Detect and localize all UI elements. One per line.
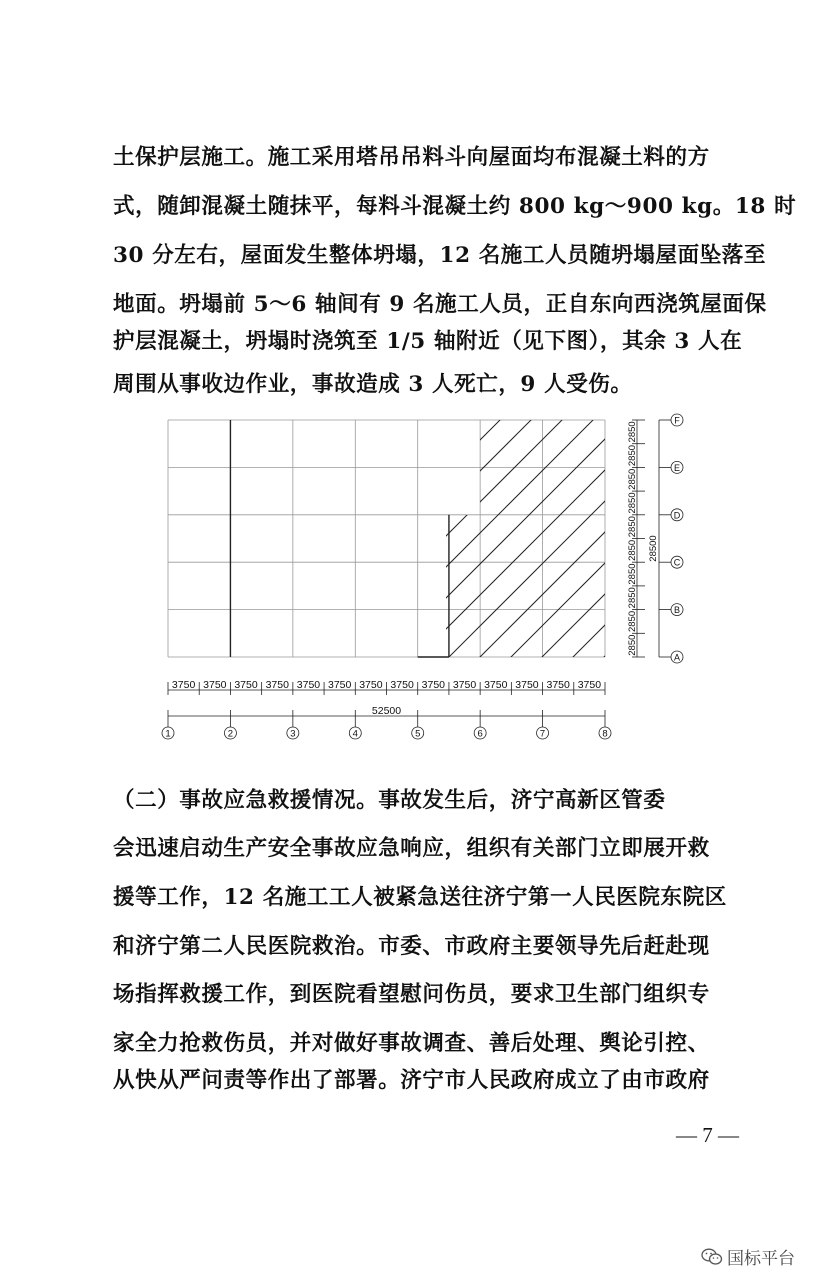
total-width-label: 52500 — [371, 705, 402, 717]
hatch-line — [594, 408, 690, 667]
hatch-line — [656, 408, 690, 667]
hatch-line — [253, 408, 513, 667]
text-line: 场指挥救援工作，到医院看望慰问伤员，要求卫生部门组织专 — [113, 982, 710, 1007]
bay-dimension-label: 3750 — [296, 679, 321, 691]
text-line: 地面。坍塌前 5～6 轴间有 9 名施工人员，正自东向西浇筑屋面保 — [113, 292, 767, 317]
hatch-line — [150, 408, 265, 667]
text-line: 周围从事收边作业，事故造成 3 人死亡，9 人受伤。 — [113, 372, 633, 397]
hatch-line — [315, 408, 575, 667]
bay-dimension-label: 3750 — [203, 679, 227, 691]
bay-dimension-label: 3750 — [234, 679, 258, 691]
text-line: 从快从严问责等作出了部署。济宁市人民政府成立了由市政府 — [113, 1068, 710, 1093]
hatch-line — [150, 408, 358, 667]
axis-letter-label: D — [673, 510, 681, 521]
hatch-line — [532, 408, 690, 667]
axis-letter-label: E — [673, 462, 681, 473]
bay-dimension-label: 3750 — [577, 679, 602, 691]
text-line: 护层混凝土，坍塌时浇筑至 1/5 轴附近（见下图），其余 3 人在 — [113, 329, 743, 354]
text-line: 式，随卸混凝土随抹平，每料斗混凝土约 800 kg～900 kg。18 时 — [113, 194, 797, 219]
hatch-line — [150, 408, 234, 667]
row-dimension-label: 2850 — [627, 492, 638, 514]
row-dimension-label: 2850 — [627, 539, 638, 561]
hatch-line — [594, 408, 690, 667]
hatch-line — [284, 408, 544, 667]
hatch-line — [150, 408, 389, 667]
hatch-line — [222, 408, 482, 667]
axis-letter-label: C — [673, 557, 681, 568]
hatch-line — [687, 408, 690, 667]
hatch-line — [160, 408, 420, 667]
axis-number-label: 7 — [539, 728, 546, 740]
total-height-label: 28500 — [648, 535, 659, 562]
axis-number-label: 5 — [415, 728, 421, 740]
bay-dimension-label: 3750 — [327, 679, 352, 691]
row-dimension-label: 2850 — [627, 468, 638, 490]
row-dimension-label: 2850 — [627, 634, 638, 656]
hatch-line — [150, 408, 327, 667]
bottom-dimension-chain — [162, 679, 611, 740]
axis-number-label: 1 — [165, 728, 171, 740]
right-dimension-chain — [627, 414, 683, 663]
row-dimension-label: 2850 — [627, 563, 638, 585]
axis-letter-label: F — [674, 415, 680, 426]
bay-dimension-label: 3750 — [359, 679, 383, 691]
hatch-line — [656, 408, 690, 667]
plan-grid — [168, 420, 605, 657]
hatch-line — [315, 408, 575, 667]
text-line: （二）事故应急救援情况。事故发生后，济宁高新区管委 — [113, 788, 666, 813]
axis-letter-label: A — [673, 652, 681, 663]
hatch-line — [150, 408, 203, 667]
axis-number-label: 3 — [290, 728, 296, 740]
bay-dimension-label: 3750 — [171, 679, 196, 691]
bay-dimension-label: 3750 — [546, 679, 570, 691]
bay-dimension-label: 3750 — [265, 679, 289, 691]
watermark-text: 国标平台 — [727, 1249, 795, 1269]
hatch-line — [501, 408, 690, 667]
text-line: 30 分左右，屋面发生整体坍塌，12 名施工人员随坍塌屋面坠落至 — [113, 243, 767, 268]
hatch-line — [150, 408, 234, 667]
hatch-line — [346, 408, 606, 667]
bay-dimension-label: 3750 — [390, 679, 414, 691]
text-line: 土保护层施工。施工采用塔吊吊料斗向屋面均布混凝土料的方 — [113, 145, 710, 170]
hatch-line — [687, 408, 690, 667]
hatch-line — [150, 408, 296, 667]
bay-dimension-label: 3750 — [452, 679, 477, 691]
axis-letter-label: B — [673, 605, 681, 616]
hatch-line — [150, 408, 172, 667]
axis-number-label: 6 — [477, 728, 483, 740]
hatch-line — [253, 408, 513, 667]
row-dimension-label: 2850 — [627, 587, 638, 609]
bay-dimension-label: 3750 — [515, 679, 539, 691]
text-line: 和济宁第二人民医院救治。市委、市政府主要领导先后赶赴现 — [113, 934, 710, 959]
hatch-line — [284, 408, 544, 667]
hatch-line — [150, 408, 172, 667]
hatch-line — [222, 408, 482, 667]
hatch-line — [150, 408, 358, 667]
structural-plan-drawing — [150, 408, 690, 743]
axis-number-label: 2 — [227, 728, 234, 740]
text-line: 家全力抢救伤员，并对做好事故调查、善后处理、舆论引控、 — [113, 1031, 710, 1056]
watermark — [701, 1244, 795, 1269]
page-number: — 7 — — [676, 1123, 739, 1147]
hatch-line — [150, 408, 327, 667]
row-dimension-label: 2850 — [627, 444, 638, 467]
text-line: 援等工作，12 名施工工人被紧急送往济宁第一人民医院东院区 — [113, 885, 727, 910]
row-dimension-label: 2850 — [627, 610, 638, 633]
bay-dimension-label: 3750 — [484, 679, 508, 691]
hatch-line — [160, 408, 420, 667]
hatch-line — [150, 408, 203, 667]
bay-dimension-label: 3750 — [421, 679, 446, 691]
hatch-line — [501, 408, 690, 667]
row-dimension-label: 2850 — [627, 516, 638, 538]
axis-number-label: 4 — [352, 728, 358, 740]
axis-number-label: 8 — [602, 728, 608, 740]
row-dimension-label: 2850 — [627, 421, 638, 443]
hatch-line — [150, 408, 389, 667]
hatch-line — [150, 408, 265, 667]
hatch-line — [377, 408, 637, 667]
wechat-icon — [701, 1248, 723, 1266]
text-line: 会迅速启动生产安全事故应急响应，组织有关部门立即展开救 — [113, 836, 710, 861]
hatch-line — [532, 408, 690, 667]
hatch-line — [150, 408, 296, 667]
